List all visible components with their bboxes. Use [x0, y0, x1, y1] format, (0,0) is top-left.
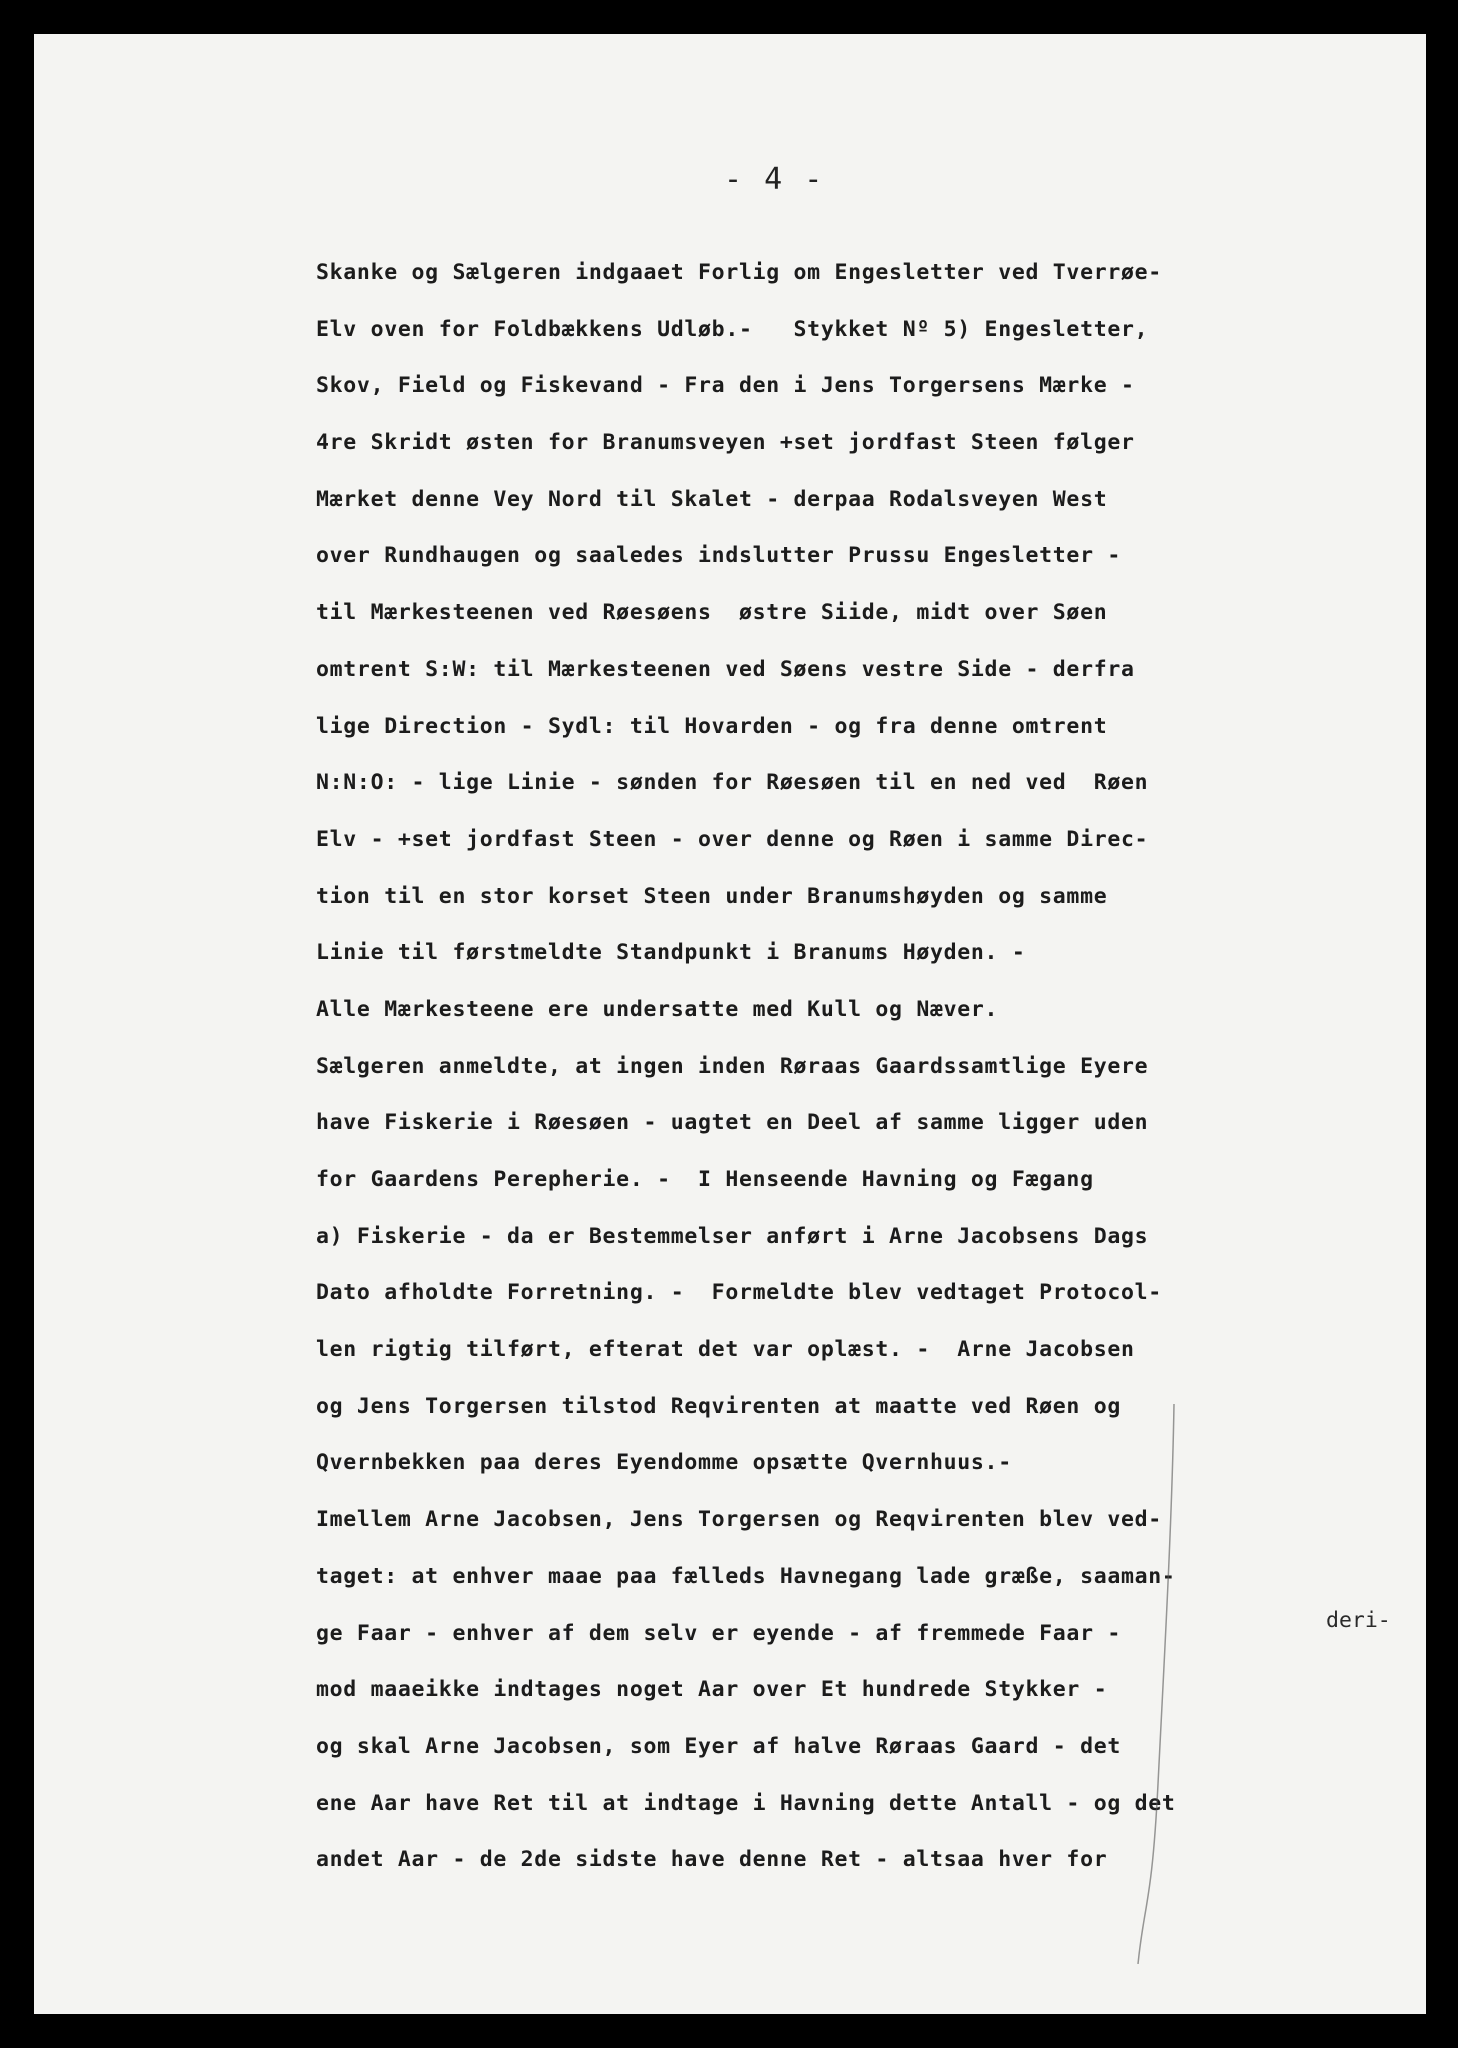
text-line: Imellem Arne Jacobsen, Jens Torgersen og Reqvirenten blev ved-	[316, 1507, 1162, 1533]
text-line: Dato afholdte Forretning. - Formeldte blev vedtaget Protocol-	[316, 1280, 1162, 1306]
document-page	[34, 34, 1426, 2014]
text-line: 4re Skridt østen for Branumsveyen +set jordfast Steen følger	[316, 430, 1135, 456]
text-line: Elv oven for Foldbækkens Udløb.- Stykket Nº 5) Engesletter,	[316, 316, 1149, 342]
text-line: omtrent S:W: til Mærkesteenen ved Søens vestre Side - derfra	[316, 656, 1135, 682]
text-line: andet Aar - de 2de sidste have denne Ret - altsaa hver for	[316, 1847, 1108, 1873]
text-line: tion til en stor korset Steen under Branumshøyden og samme	[316, 883, 1108, 909]
text-line: Linie til førstmeldte Standpunkt i Branums Høyden. -	[316, 940, 1026, 966]
text-line: mod maaeikke indtages noget Aar over Et hundrede Stykker -	[316, 1677, 1108, 1703]
text-line: Sælgeren anmeldte, at ingen inden Røraas Gaardssamtlige Eyere	[316, 1053, 1149, 1079]
text-line: have Fiskerie i Røesøen - uagtet en Deel af samme ligger uden	[316, 1110, 1149, 1136]
text-line: Alle Mærkesteene ere undersatte med Kull og Næver.	[316, 996, 999, 1022]
text-line: Qvernbekken paa deres Eyendomme opsætte Qvernhuus.-	[316, 1450, 1012, 1476]
text-line: Elv - +set jordfast Steen - over denne og Røen i samme Direc-	[316, 826, 1149, 852]
text-line: N:N:O: - lige Linie - sønden for Røesøen til en ned ved Røen	[316, 770, 1149, 796]
text-line: for Gaardens Perepherie. - I Henseende Havning og Fægang	[316, 1167, 1094, 1192]
text-line: over Rundhaugen og saaledes indslutter Prussu Engesletter -	[316, 543, 1122, 569]
text-line: ge Faar - enhver af dem selv er eyende - af fremmede Faar -	[316, 1620, 1122, 1646]
text-line: taget: at enhver maae paa fælleds Havnegang lade græße, saaman-	[316, 1563, 1176, 1589]
text-line: ene Aar have Ret til at indtage i Havning dette Antall - og det	[316, 1790, 1176, 1816]
text-line: len rigtig tilført, efterat det var oplæst. - Arne Jacobsen	[316, 1337, 1135, 1363]
text-line: lige Direction - Sydl: til Hovarden - og fra denne omtrent	[316, 713, 1108, 739]
margin-note: deri-	[1326, 1608, 1391, 1633]
text-line: a) Fiskerie - da er Bestemmelser anført i Arne Jacobsens Dags	[316, 1223, 1149, 1249]
text-line: Mærket denne Vey Nord til Skalet - derpaa Rodalsveyen West	[316, 486, 1108, 512]
page-number: - 4 -	[724, 162, 825, 197]
text-line: og skal Arne Jacobsen, som Eyer af halve Røraas Gaard - det	[316, 1733, 1122, 1759]
text-line: til Mærkesteenen ved Røesøens østre Siide, midt over Søen	[316, 600, 1108, 626]
text-line: Skov, Field og Fiskevand - Fra den i Jens Torgersens Mærke -	[316, 373, 1135, 399]
document-body	[316, 256, 1396, 1900]
text-line: og Jens Torgersen tilstod Reqvirenten at maatte ved Røen og	[316, 1393, 1122, 1419]
text-line: Skanke og Sælgeren indgaaet Forlig om Engesletter ved Tverrøe-	[316, 260, 1162, 285]
